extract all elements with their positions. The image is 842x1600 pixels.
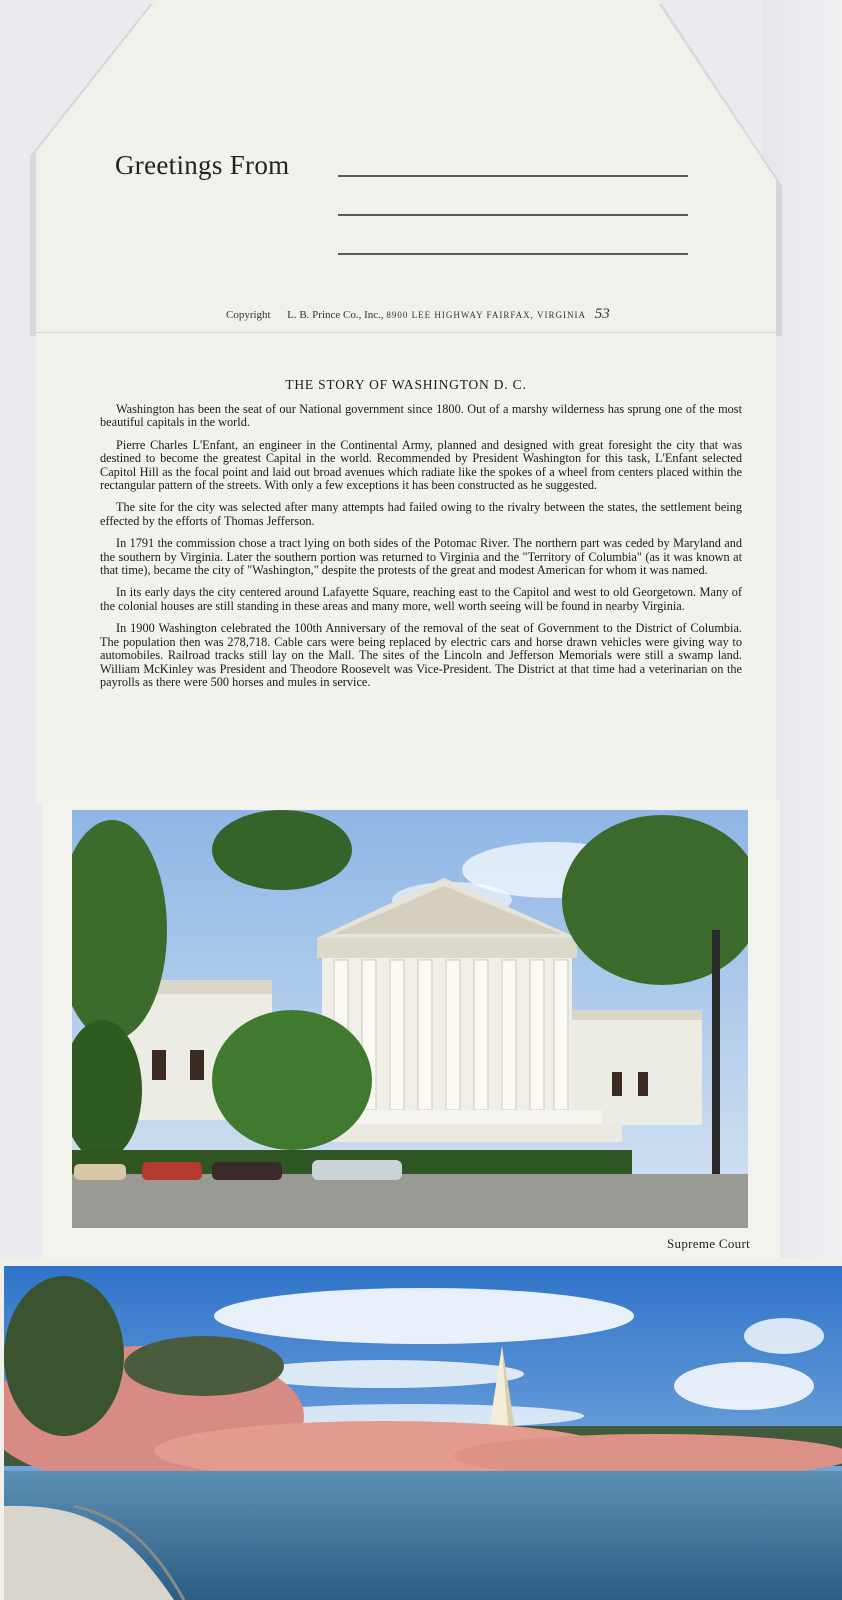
story-paragraph: In 1900 Washington celebrated the 100th Anniversary of the removal of the seat of Government to the District of Columbia. The population then was 278,718. Cable cars were being replaced by electric cars and horse drawn vehicles were giving way to automobiles. Railroad tracks still lay on the Mall. The sites of the Lincoln and Jefferson Memorials were still a swamp land. William McKinley was President and Theodore Roosevelt was Vice-President. The District at that time had a veterinarian on the payrolls as there were 500 horses and mules in service. xyxy=(100,621,742,689)
monument-photo xyxy=(4,1266,842,1600)
story-paragraph: Washington has been the seat of our National government since 1800. Out of a marshy wilderness has sprung one of the most beautiful capitals in the world. xyxy=(100,402,742,430)
story-paragraph: In its early days the city centered around Lafayette Square, reaching east to the Capitol and west to old Georgetown. Many of the colonial houses are still standing in these areas and many more, well worth seeing will be found in nearby Virginia. xyxy=(100,585,742,613)
copyright-line xyxy=(226,306,610,323)
story-title: THE STORY OF WASHINGTON D. C. xyxy=(285,377,527,392)
story-paragraph: The site for the city was selected after many attempts had failed owing to the rivalry between the states, the settlement being effected by the efforts of Thomas Jefferson. xyxy=(100,500,742,528)
publisher-name: L. B. Prince Co., Inc., xyxy=(287,309,384,321)
copyright-label: Copyright xyxy=(226,309,271,321)
story-paragraph: Pierre Charles L'Enfant, an engineer in the Continental Army, planned and designed with great foresight the city that was destined to become the greatest Capital in the world. Recommended by President Washington for this task, L'Enfant selected Capitol Hill as the focal point and laid out broad avenues which radiate like the spokes of a wheel from centers placed within the rectangular pattern of the streets. With only a few exceptions it has been constructed as he suggested. xyxy=(100,437,742,493)
address-line-1 xyxy=(338,175,688,177)
story-text xyxy=(100,403,742,698)
card-number: 53 xyxy=(594,306,610,322)
photo-card-supreme-court xyxy=(42,800,780,1262)
address-line-2 xyxy=(338,214,688,216)
greeting-title: Greetings From xyxy=(115,150,290,180)
story-panel xyxy=(36,332,776,803)
address-line-3 xyxy=(338,253,688,255)
photo-card-monument xyxy=(0,1258,842,1600)
photo-caption: Supreme Court xyxy=(667,1236,750,1251)
publisher-address: 8900 LEE HIGHWAY FAIRFAX, VIRGINIA xyxy=(386,310,586,320)
story-paragraph: In 1791 the commission chose a tract lying on both sides of the Potomac River. The northern part was ceded by Maryland and the southern by Virginia. Later the southern portion was returned to Virginia and the "Territory of Columbia" (as it was known at that time), became the city of "Washington," despite the protests of the great and modest American for whom it was named. xyxy=(100,536,742,578)
supreme-court-photo xyxy=(72,810,748,1228)
